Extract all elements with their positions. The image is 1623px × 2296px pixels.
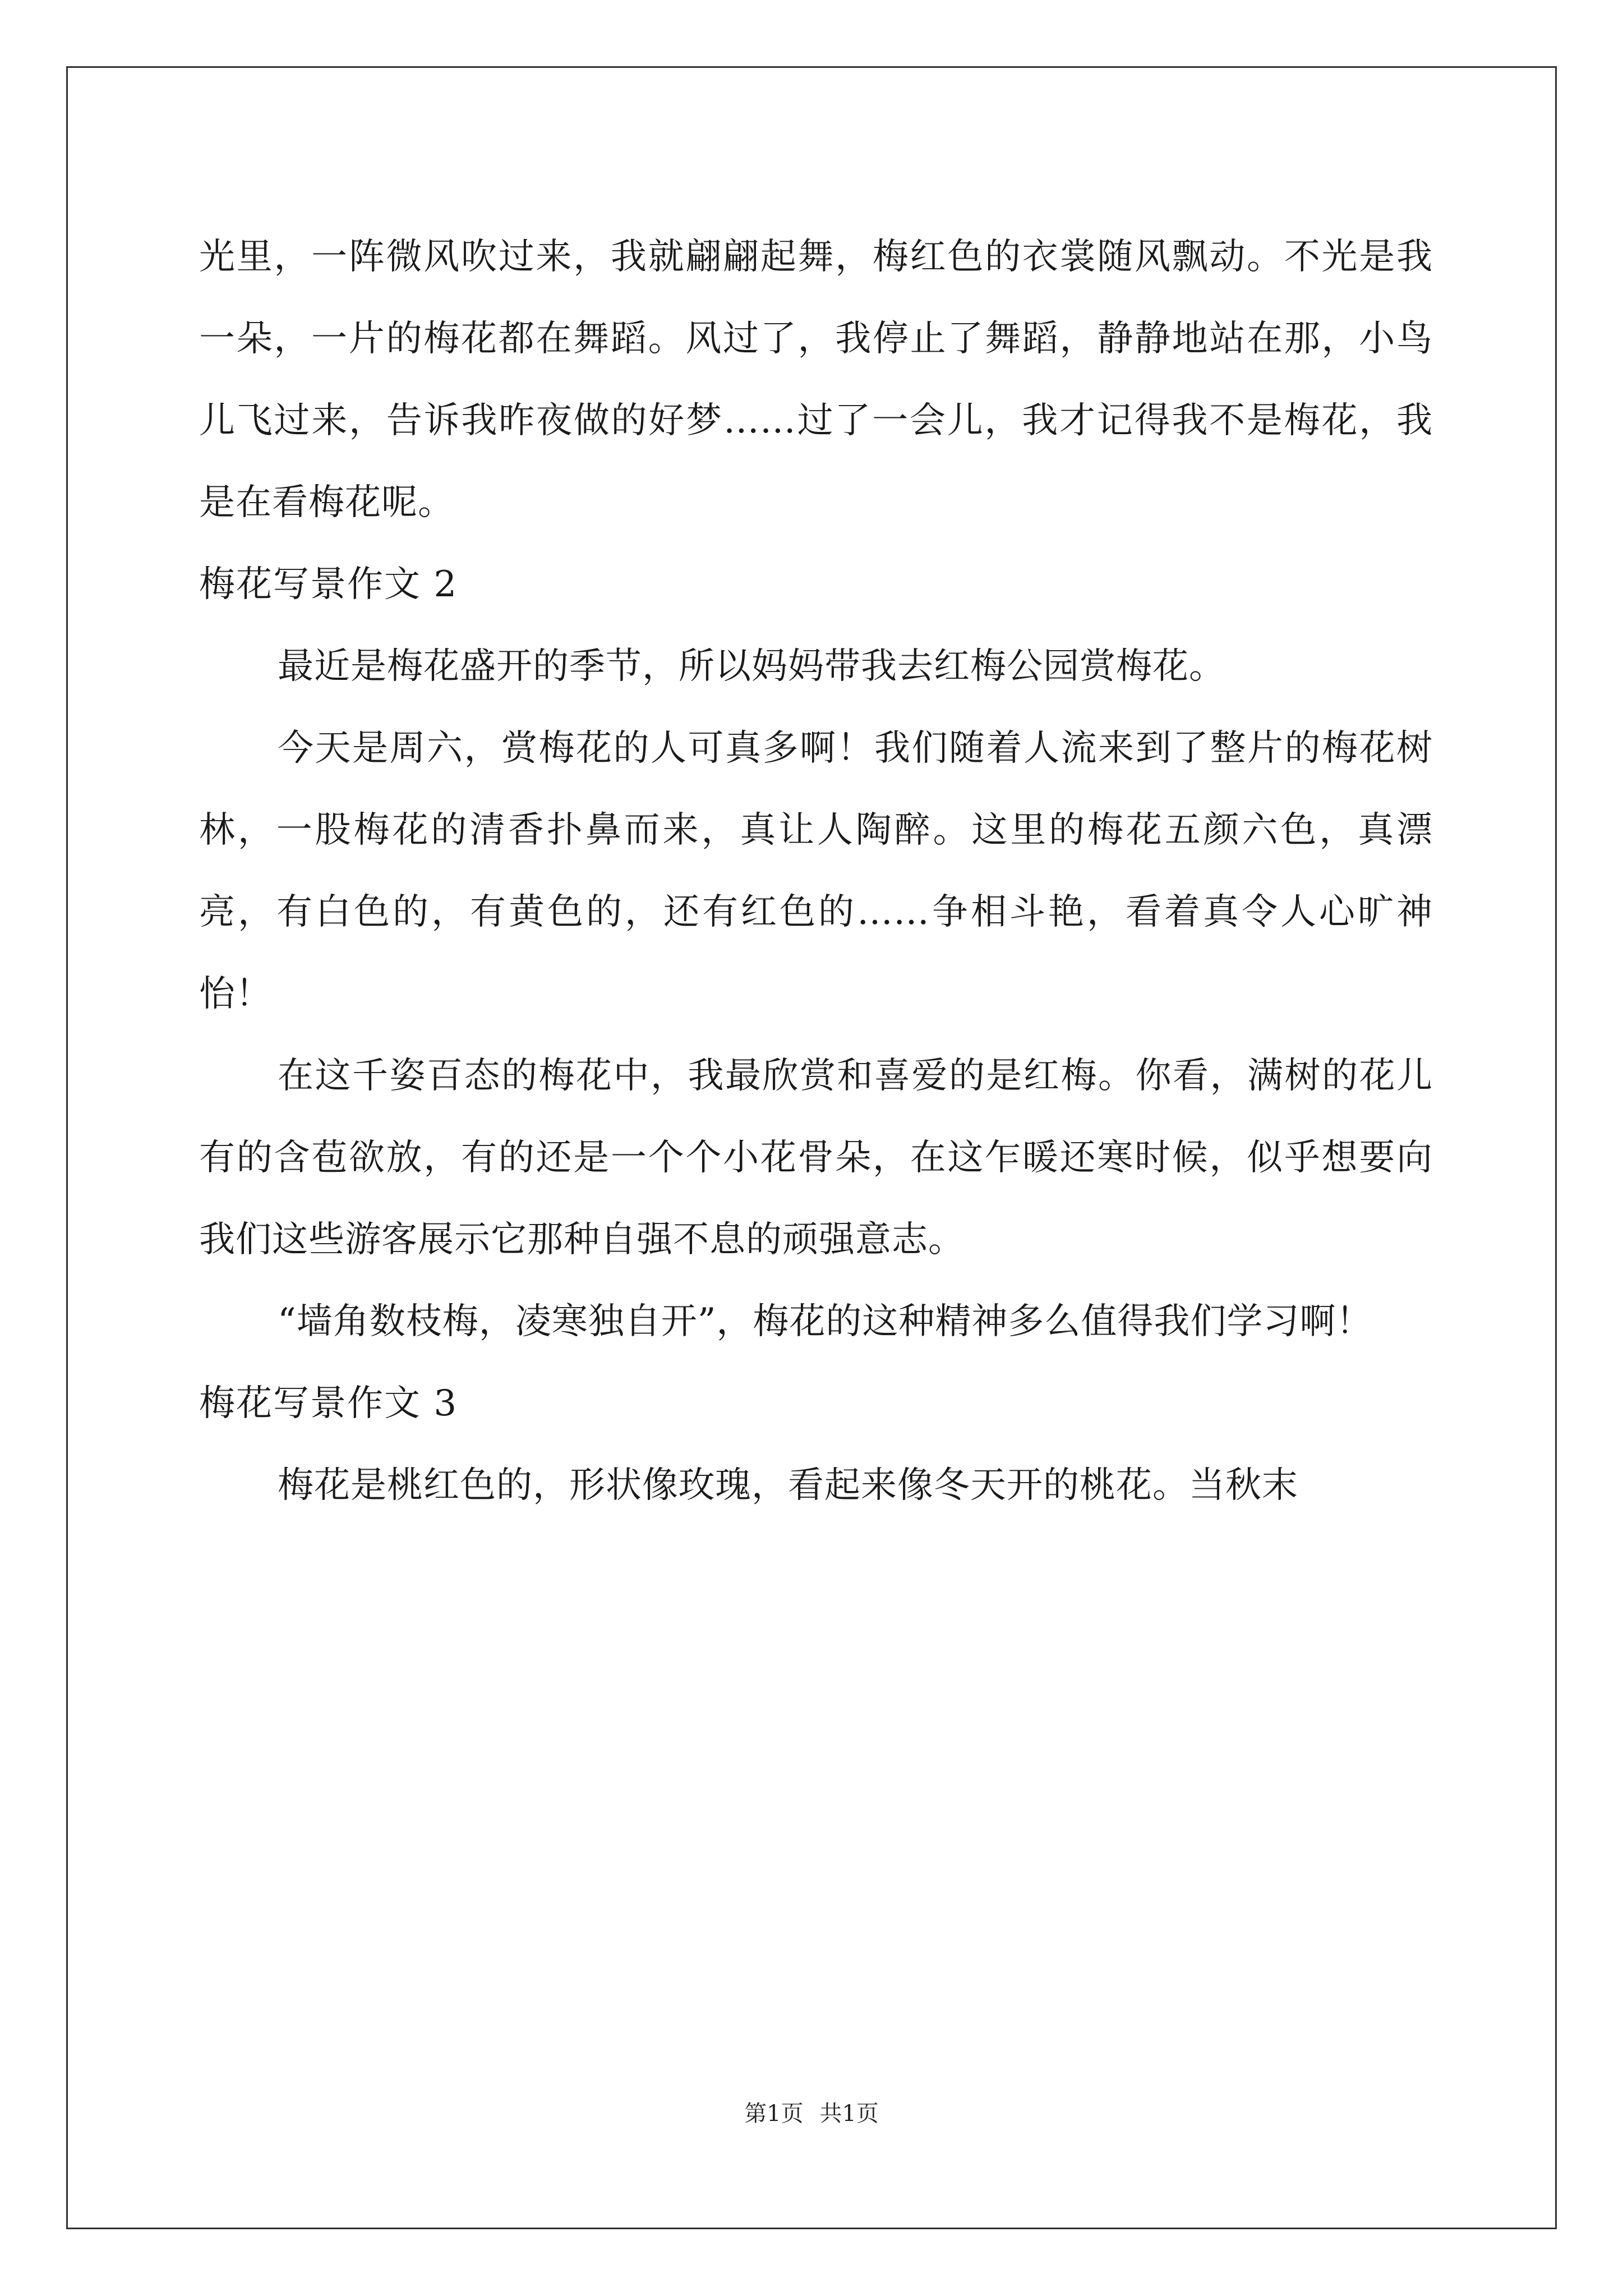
paragraph-red-plum: 在这千姿百态的梅花中，我最欣赏和喜爱的是红梅。你看，满树的花儿有的含苞欲放，有的还是一个个小花骨朵，在这乍暖还寒时候，似乎想要向我们这些游客展示它那种自强不息的顽强意志。 <box>199 1055 1433 1260</box>
paragraph-continuation: 光里，一阵微风吹过来，我就翩翩起舞，梅红色的衣裳随风飘动。不光是我一朵，一片的梅花都在舞蹈。风过了，我停止了舞蹈，静静地站在那，小鸟儿飞过来，告诉我昨夜做的好梦……过了一会儿，我才记得我不是梅花，我是在看梅花呢。 <box>199 236 1433 523</box>
paragraph-intro: 最近是梅花盛开的季节，所以妈妈带我去红梅公园赏梅花。 <box>278 646 1225 687</box>
paragraph-poem-quote: “墙角数枝梅，凌寒独自开”，梅花的这种精神多么值得我们学习啊！ <box>278 1301 1373 1342</box>
page-number-current: 第1页 <box>744 2101 804 2127</box>
paragraph-peach-color: 梅花是桃红色的，形状像玫瑰，看起来像冬天开的桃花。当秋末 <box>278 1465 1298 1506</box>
paragraph-park-visit: 今天是周六，赏梅花的人可真多啊！我们随着人流来到了整片的梅花树林，一股梅花的清香扑鼻而来，真让人陶醉。这里的梅花五颜六色，真漂亮，有白色的，有黄色的，还有红色的……争相斗艳，看着真令人心旷神怡！ <box>199 728 1433 1015</box>
page-footer <box>0 2100 1623 2128</box>
section-heading-2: 梅花写景作文 2 <box>199 564 458 605</box>
section-heading-3: 梅花写景作文 3 <box>199 1383 458 1424</box>
document-body <box>199 216 1433 1526</box>
page-number-total: 共1页 <box>819 2101 879 2127</box>
